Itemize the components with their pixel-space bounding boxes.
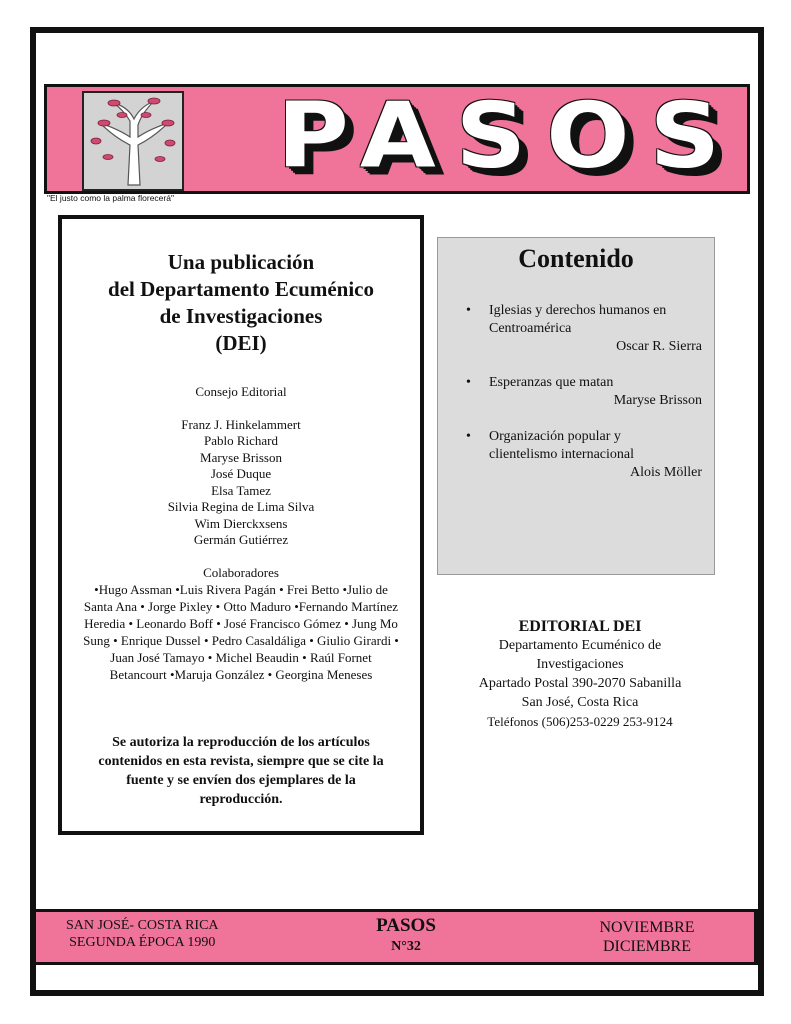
reproduction-note: Se autoriza la reproducción de los artículos contenidos en esta revista, siempre que se cite la fuente y se envíen dos ejemplares de la reproducción. [98, 735, 384, 807]
contents-item: • Iglesias y derechos humanos en Centroamérica Oscar R. Sierra [466, 303, 702, 354]
bullet-icon: • [466, 303, 471, 318]
footer-left: SAN JOSÉ- COSTA RICA SEGUNDA ÉPOCA 1990 [66, 918, 219, 950]
board-heading: Consejo Editorial [195, 384, 287, 399]
bullet-icon: • [466, 375, 471, 390]
collab-list: •Hugo Assman •Luis Rivera Pagán • Frei Betto •Julio de Santa Ana • Jorge Pixley • Otto Maduro •Fernando Martínez Heredia • Leonardo Boff • José Francisco Gómez • Jung Mo Sung • Enrique Dussel • Pedro Casaldáliga • Giulio Girardi • Juan José Tamayo • Michel Beaudin • Raúl Fornet Betancourt •Maruja González • Georgina Meneses [83, 582, 399, 682]
footer-band [30, 909, 760, 965]
footer-center: PASOS N°32 [376, 915, 436, 954]
contents-item: • Organización popular y clientelismo internacional Alois Möller [466, 429, 702, 480]
collab-heading: Colaboradores [203, 564, 279, 580]
contents-author: Oscar R. Sierra [616, 339, 702, 354]
masthead-title: PASOS [277, 83, 741, 189]
contents-author: Alois Möller [630, 465, 702, 480]
contents-heading: Contenido [518, 244, 634, 273]
editorial-block: EDITORIAL DEI Departamento Ecuménico de Investigaciones Apartado Postal 390-2070 Sabanilla San José, Costa Rica Teléfonos (506)253-0229 253-9124 [440, 617, 720, 731]
editorial-phones: Teléfonos (506)253-0229 253-9124 [487, 714, 673, 729]
contents-list [438, 302, 714, 482]
masthead [44, 84, 750, 194]
contents-item: • Esperanzas que matan Maryse Brisson [466, 375, 702, 408]
board-list: Franz J. Hinkelammert Pablo Richard Maryse Brisson José Duque Elsa Tamez Silvia Regina de Lima Silva Wim Dierckxsens Germán Gutiérrez [167, 416, 315, 547]
publication-box [58, 215, 424, 835]
bullet-icon: • [466, 429, 471, 444]
masthead-motto: "El justo como la palma florecerá" [47, 193, 174, 203]
publication-title: Una publicación del Departamento Ecuménico de Investigaciones (DEI) [108, 250, 374, 355]
footer-right: NOVIEMBRE DICIEMBRE [599, 919, 695, 955]
contents-author: Maryse Brisson [613, 393, 702, 408]
palm-tree-icon [82, 91, 184, 191]
editorial-title: EDITORIAL DEI [518, 618, 642, 635]
contents-box [437, 237, 715, 575]
